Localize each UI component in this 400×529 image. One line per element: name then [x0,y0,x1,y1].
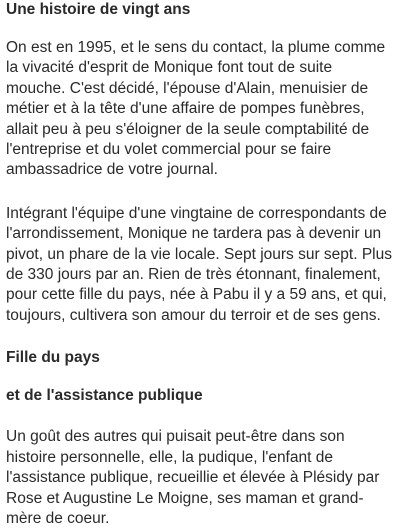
section-title: Une histoire de vingt ans [6,1,191,18]
subheading-fille-du-pays: Fille du pays [6,349,100,367]
subheading-assistance-publique: et de l'assistance publique [6,387,203,405]
paragraph-1: On est en 1995, et le sens du contact, la plume comme la vivacité d'esprit de Monique font tout de suite mouche. C'est décidé, l'épouse d'Alain, menuisier de métier et à la tête d'une affaire de pompes funèbres, allait peu à peu s'éloigner de la seule comptabilité de l'entreprise et du volet commercial pour se faire ambassadrice de votre journal. [6,39,386,179]
paragraph-3: Un goût des autres qui puisait peut-être dans son histoire personnelle, elle, la pudique, l'enfant de l'assistance publique, recueillie et élevée à Plésidy par Rose et Augustine Le Moigne, ses maman et grand-mère de coeur. [6,428,380,527]
paragraph-2: Intégrant l'équipe d'une vingtaine de correspondants de l'arrondissement, Monique ne tardera pas à devenir un pivot, un phare de la vie locale. Sept jours sur sept. Plus de 330 jours par an. Rien de très étonnant, finalement, pour cette fille du pays, née à Pabu il y a 59 ans, et qui, toujours, cultivera son amour du terroir et de ses gens. [6,204,392,324]
